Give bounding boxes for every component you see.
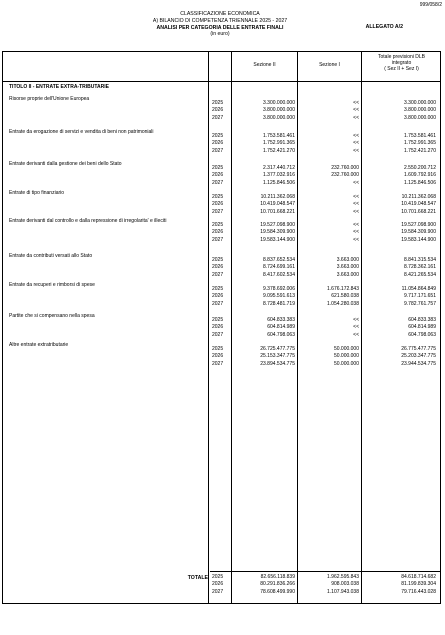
- row-sezione2: 1.377.032.916: [263, 172, 295, 179]
- row-totale: 9.782.761.757: [404, 300, 436, 307]
- row-year: 2025: [212, 165, 224, 171]
- allegato-label: ALLEGATO A/2: [365, 24, 403, 30]
- row-year: 2025: [212, 133, 224, 139]
- row-sezione1: <<: [353, 324, 359, 331]
- total-totale: 84.618.714.682: [401, 574, 436, 580]
- row-totale: 26.775.477.775: [401, 346, 436, 352]
- row-sezione1: <<: [353, 107, 359, 114]
- row-year: 2026: [212, 353, 224, 360]
- row-totale: 10.211.362.068: [401, 194, 436, 200]
- row-sezione2: 1.752.991.365: [263, 140, 295, 147]
- row-sezione2: 8.728.481.719: [263, 300, 295, 307]
- row-sezione2: 25.153.347.775: [260, 353, 295, 360]
- col-divider-tot: [361, 52, 362, 603]
- row-totale: 604.798.063: [408, 331, 436, 338]
- row-year: 2026: [212, 107, 224, 114]
- row-totale: 19.527.098.900: [401, 222, 436, 228]
- row-sezione1: <<: [353, 229, 359, 236]
- total-sezione1: 1.107.943.038: [327, 588, 359, 595]
- row-year: 2027: [212, 331, 224, 338]
- row-sezione2: 1.753.581.461: [263, 133, 295, 139]
- row-sezione1: 1.054.280.038: [327, 300, 359, 307]
- row-sezione2: 26.725.477.775: [260, 346, 295, 352]
- row-year: 2026: [212, 140, 224, 147]
- row-sezione1: <<: [353, 140, 359, 147]
- row-totale: 1.609.792.916: [404, 172, 436, 179]
- row-sezione1: <<: [353, 208, 359, 215]
- total-totale: 81.199.839.304: [401, 581, 436, 588]
- row-totale: 604.814.989: [408, 324, 436, 331]
- row-year: 2026: [212, 324, 224, 331]
- row-label: Entrate da recuperi e rimborsi di spese: [9, 282, 95, 288]
- row-totale: 8.841.315.534: [404, 257, 436, 263]
- row-year: 2027: [212, 147, 224, 154]
- total-sezione2: 82.656.118.839: [260, 574, 295, 580]
- column-header-totale: [362, 54, 441, 72]
- row-totale: 1.752.421.270: [404, 147, 436, 154]
- row-year: 2027: [212, 360, 224, 367]
- row-totale: 10.419.048.547: [401, 201, 436, 208]
- row-sezione2: 23.894.534.775: [260, 360, 295, 367]
- row-totale: 10.701.668.221: [401, 208, 436, 215]
- row-sezione1: 1.676.172.843: [327, 286, 359, 292]
- row-sezione2: 604.833.383: [267, 317, 295, 323]
- document-code: 999/058/2: [419, 2, 442, 8]
- title-line-3: ANALISI PER CATEGORIA DELLE ENTRATE FINALI: [156, 24, 284, 31]
- total-year: 2027: [212, 588, 224, 595]
- row-sezione1: 621.580.038: [331, 293, 359, 300]
- header-divider: [3, 81, 440, 82]
- row-sezione2: 19.583.144.900: [260, 236, 295, 243]
- row-label: Entrate derivanti dalla gestione dei beni dello Stato: [9, 161, 122, 167]
- row-totale: 19.584.309.900: [401, 229, 436, 236]
- row-sezione2: 8.724.699.161: [263, 264, 295, 271]
- row-year: 2026: [212, 264, 224, 271]
- row-sezione1: 232.760.000: [331, 165, 359, 171]
- row-sezione1: <<: [353, 317, 359, 323]
- row-year: 2027: [212, 236, 224, 243]
- row-year: 2025: [212, 346, 224, 352]
- row-sezione2: 8.417.602.534: [263, 271, 295, 278]
- row-label: Risorse proprie dell'Unione Europea: [9, 96, 90, 102]
- row-totale: 3.300.000.000: [404, 100, 436, 106]
- row-sezione1: <<: [353, 114, 359, 121]
- row-label: Entrate di tipo finanziario: [9, 190, 65, 196]
- total-sezione2: 78.608.499.990: [260, 588, 295, 595]
- row-year: 2027: [212, 179, 224, 186]
- row-sezione1: 50.000.000: [333, 353, 359, 360]
- row-totale: 19.583.144.900: [401, 236, 436, 243]
- total-sezione1: 908.003.038: [331, 581, 359, 588]
- row-sezione2: 9.378.692.006: [263, 286, 295, 292]
- row-totale: 11.054.864.849: [401, 286, 436, 292]
- title-line-2: A) BILANCIO DI COMPETENZA TRIENNALE 2025 - 2027: [152, 17, 288, 24]
- row-sezione2: 604.814.989: [267, 324, 295, 331]
- row-totale: 9.717.171.651: [404, 293, 436, 300]
- row-totale: 8.728.362.161: [404, 264, 436, 271]
- row-year: 2025: [212, 100, 224, 106]
- row-sezione1: <<: [353, 133, 359, 139]
- total-totale: 79.716.443.028: [401, 588, 436, 595]
- row-sezione1: <<: [353, 147, 359, 154]
- row-year: 2026: [212, 293, 224, 300]
- row-label: Partite che si compensano nella spesa: [9, 313, 95, 319]
- row-year: 2025: [212, 222, 224, 228]
- row-sezione2: 10.419.048.547: [260, 201, 295, 208]
- row-sezione2: 3.300.000.000: [263, 100, 295, 106]
- column-header-sezione1: Sezione I: [319, 62, 340, 68]
- row-sezione1: 3.663.000: [336, 264, 359, 271]
- row-sezione1: 3.663.000: [336, 271, 359, 278]
- total-divider: [210, 571, 440, 572]
- data-table: [2, 51, 441, 604]
- row-sezione2: 19.527.098.900: [260, 222, 295, 228]
- row-year: 2026: [212, 201, 224, 208]
- row-sezione2: 8.837.652.534: [263, 257, 295, 263]
- row-sezione2: 19.584.309.900: [260, 229, 295, 236]
- row-sezione1: <<: [353, 236, 359, 243]
- row-label: Entrate derivanti dal controllo e dalla repressione di irregolarita' e illeciti: [9, 218, 167, 224]
- row-year: 2027: [212, 300, 224, 307]
- row-totale: 1.753.581.461: [404, 133, 436, 139]
- col-divider-sez1: [297, 52, 298, 603]
- row-totale: 2.550.200.712: [404, 165, 436, 171]
- row-label: Entrate da erogazione di servizi e vendita di beni non patrimoniali: [9, 129, 154, 135]
- row-sezione1: 50.000.000: [333, 360, 359, 367]
- total-year: 2025: [212, 574, 224, 580]
- row-totale: 25.203.347.775: [401, 353, 436, 360]
- row-totale: 3.800.000.000: [404, 114, 436, 121]
- row-label: Altre entrate extratributarie: [9, 342, 69, 348]
- row-totale: 23.944.534.775: [401, 360, 436, 367]
- row-sezione1: <<: [353, 179, 359, 186]
- title-line-4: (in euro): [210, 31, 230, 38]
- row-year: 2025: [212, 194, 224, 200]
- row-sezione1: 3.663.000: [336, 257, 359, 263]
- total-year: 2026: [212, 581, 224, 588]
- total-label: TOTALE: [187, 575, 208, 581]
- row-label: Entrate da contributi versati allo Stato: [9, 253, 93, 259]
- row-year: 2025: [212, 317, 224, 323]
- row-sezione2: 10.211.362.068: [260, 194, 295, 200]
- document-title: [150, 11, 290, 38]
- row-totale: 604.833.383: [408, 317, 436, 323]
- row-year: 2027: [212, 114, 224, 121]
- section-title: TITOLO II - ENTRATE EXTRA-TRIBUTARIE: [9, 84, 109, 90]
- row-sezione1: <<: [353, 201, 359, 208]
- row-sezione2: 1.752.421.270: [263, 147, 295, 154]
- row-sezione2: 9.095.591.613: [263, 293, 295, 300]
- column-header-sezione2: Sezione II: [253, 62, 276, 68]
- row-year: 2027: [212, 271, 224, 278]
- row-totale: 3.800.000.000: [404, 107, 436, 114]
- row-sezione1: <<: [353, 100, 359, 106]
- row-year: 2026: [212, 229, 224, 236]
- row-sezione1: <<: [353, 194, 359, 200]
- row-sezione2: 2.317.440.712: [263, 165, 295, 171]
- row-totale: 1.752.991.365: [404, 140, 436, 147]
- total-sezione1: 1.962.595.843: [327, 574, 359, 580]
- row-sezione2: 10.701.668.221: [260, 208, 295, 215]
- row-sezione2: 3.800.000.000: [263, 114, 295, 121]
- totale-header-line-3: ( Sez II + Sez I): [384, 66, 419, 72]
- totale-header-line-1: Totale previsioni DLB: [378, 54, 425, 60]
- row-sezione1: 232.760.000: [331, 172, 359, 179]
- row-sezione2: 604.798.063: [267, 331, 295, 338]
- totale-header-line-2: integrato: [391, 60, 412, 66]
- title-line-1: CLASSIFICAZIONE ECONOMICA: [180, 11, 260, 17]
- row-totale: 8.421.265.534: [404, 271, 436, 278]
- row-sezione2: 1.125.846.506: [263, 179, 295, 186]
- row-year: 2025: [212, 286, 224, 292]
- row-year: 2025: [212, 257, 224, 263]
- total-sezione2: 80.291.836.266: [260, 581, 295, 588]
- row-sezione2: 3.800.000.000: [263, 107, 295, 114]
- row-totale: 1.125.846.506: [404, 179, 436, 186]
- row-year: 2026: [212, 172, 224, 179]
- row-sezione1: <<: [353, 222, 359, 228]
- row-sezione1: <<: [353, 331, 359, 338]
- row-year: 2027: [212, 208, 224, 215]
- row-sezione1: 50.000.000: [333, 346, 359, 352]
